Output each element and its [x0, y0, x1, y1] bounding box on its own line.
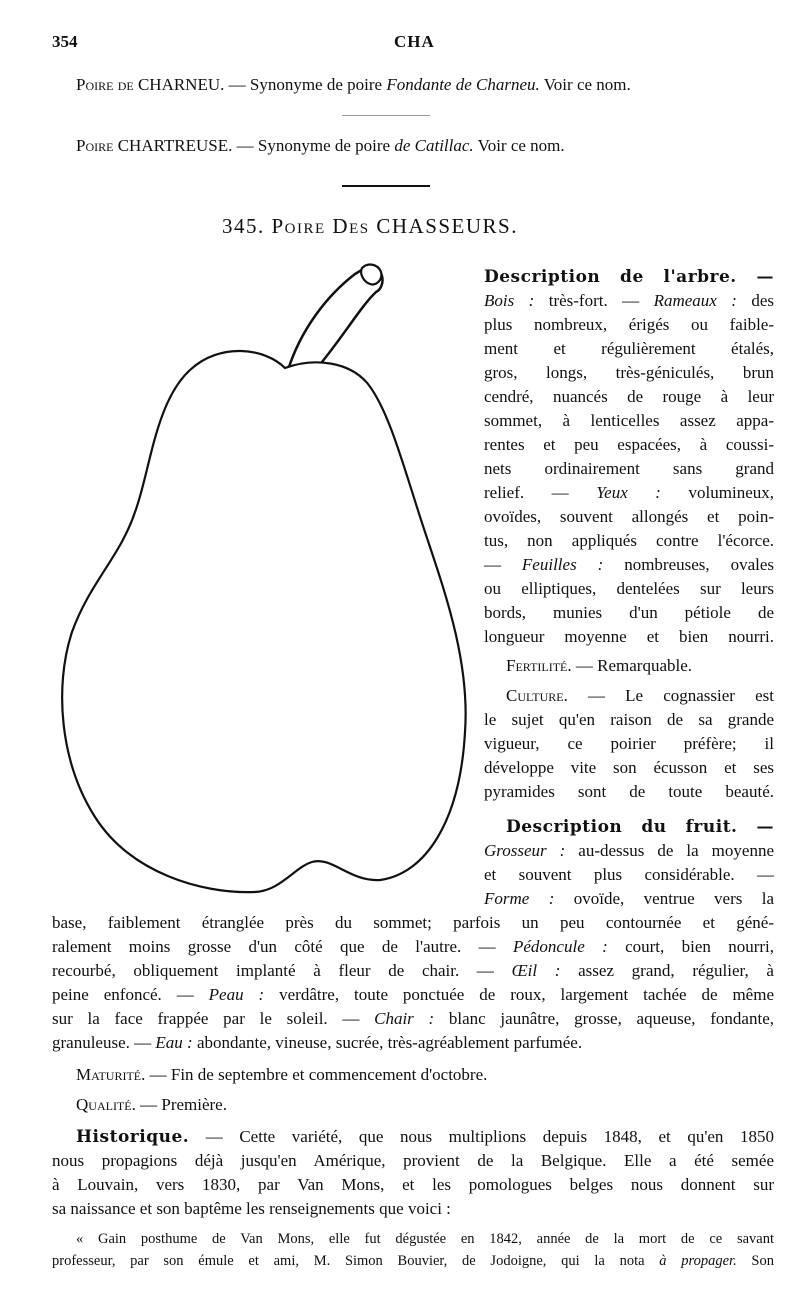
synonym-name: CHARTREUSE.	[117, 136, 233, 155]
quote-line: « Gain posthume de Van Mons, elle fut dégustée en 1842, année de la mort de ce savant	[76, 1231, 774, 1247]
fruit-line: Forme : ovoïde, ventrue vers la	[484, 889, 774, 908]
quality	[76, 1093, 227, 1117]
culture-label: Culture.	[506, 686, 568, 705]
maturity-value: — Fin de septembre et commencement d'octobre.	[145, 1065, 488, 1084]
synonym-target: de Catillac.	[394, 136, 474, 155]
synonym-end: Voir ce nom.	[473, 136, 565, 155]
tree-line: ou elliptiques, dentelées sur leurs	[484, 579, 774, 598]
tree-line: Bois : très-fort. — Rameaux : des	[484, 291, 774, 310]
fruit-line: recourbé, obliquement implanté à fleur de chair. — Œil : assez grand, régulier, à	[52, 961, 774, 980]
fertility-label: Fertilité.	[506, 656, 572, 675]
fruit-description-heading: Description du fruit. —	[506, 817, 774, 837]
page-number: 354	[52, 32, 78, 51]
synonym-charneu	[76, 73, 631, 97]
history-line: à Louvain, vers 1830, par Van Mons, et les pomologues belges nous donnent sur	[52, 1175, 774, 1194]
culture-line: pyramides sont de toute beauté.	[484, 782, 774, 801]
tree-line: tus, non appliqués contre l'écorce.	[484, 531, 774, 550]
culture-line: le sujet qu'en raison de sa grande	[484, 710, 774, 729]
pear-stem-tip	[361, 265, 381, 285]
synonym-prefix: Poire	[76, 136, 114, 155]
entry-title	[222, 212, 518, 240]
tree-line: gros, longs, très-géniculés, brun	[484, 363, 774, 382]
quality-label: Qualité.	[76, 1095, 136, 1114]
running-title: CHA	[394, 32, 435, 51]
tree-line: ment et régulièrement étalés,	[484, 339, 774, 358]
fruit-line: Grosseur : au-dessus de la moyenne	[484, 841, 774, 860]
tree-line: relief. — Yeux : volumineux,	[484, 483, 774, 502]
history-line: nous propagions déjà jusqu'en Amérique, provient de la Belgique. Elle a été semée	[52, 1151, 774, 1170]
entry-title-name: CHASSEURS.	[376, 214, 518, 238]
entry-title-prefix: Poire Des	[271, 214, 370, 238]
tree-line: rentes et peu espacées, à coussi-	[484, 435, 774, 454]
fertility	[506, 654, 692, 678]
tree-line: cendré, nuancés de rouge à leur	[484, 387, 774, 406]
history-line: sa naissance et son baptême les renseignements que voici :	[52, 1199, 451, 1218]
history-heading: Historique.	[76, 1127, 190, 1147]
divider	[342, 185, 430, 187]
synonym-name: CHARNEU.	[137, 75, 225, 94]
quality-value: — Première.	[135, 1095, 227, 1114]
pear-illustration	[50, 262, 470, 902]
fruit-line: base, faiblement étranglée près du sommet; parfois un peu contournée et géné-	[52, 913, 774, 932]
synonym-text: — Synonyme de poire	[224, 75, 387, 94]
fruit-line: granuleuse. — Eau : abondante, vineuse, sucrée, très-agréablement parfumée.	[52, 1033, 583, 1052]
fruit-line: peine enfoncé. — Peau : verdâtre, toute ponctuée de roux, largement tachée de même	[52, 985, 774, 1004]
culture-line: vigueur, ce poirier préfère; il	[484, 734, 774, 753]
fruit-line: et souvent plus considérable. —	[484, 865, 774, 884]
tree-line: nets ordinairement sans grand	[484, 459, 774, 478]
synonym-chartreuse	[76, 134, 565, 158]
culture-line: développe vite son écusson et ses	[484, 758, 774, 777]
tree-line: ovoïdes, souvent allongés et poin-	[484, 507, 774, 526]
synonym-end: Voir ce nom.	[539, 75, 631, 94]
fertility-value: — Remarquable.	[571, 656, 693, 675]
synonym-text: — Synonyme de poire	[232, 136, 395, 155]
pear-outline	[62, 351, 466, 892]
tree-line: plus nombreux, érigés ou faible-	[484, 315, 774, 334]
synonym-target: Fondante de Charneu.	[386, 75, 540, 94]
history-line: Historique. — Cette variété, que nous multiplions depuis 1848, et qu'en 1850	[76, 1127, 774, 1147]
fruit-line: sur la face frappée par le soleil. — Chair : blanc jaunâtre, grosse, aqueuse, fondante,	[52, 1009, 774, 1028]
maturity	[76, 1063, 487, 1087]
entry-number: 345.	[222, 214, 265, 238]
quote-line: professeur, par son émule et ami, M. Simon Bouvier, de Jodoigne, qui la nota à propager. Son	[52, 1253, 774, 1269]
tree-line: — Feuilles : nombreuses, ovales	[484, 555, 774, 574]
culture-line: Culture. — Le cognassier est	[506, 686, 774, 705]
synonym-prefix: Poire de	[76, 75, 134, 94]
fruit-line: ralement moins grosse d'un côté que de l'autre. — Pédoncule : court, bien nourri,	[52, 937, 775, 956]
divider	[342, 115, 430, 116]
tree-description-heading: Description de l'arbre. —	[484, 267, 774, 287]
tree-line: longueur moyenne et bien nourri.	[484, 627, 774, 646]
tree-line: sommet, à lenticelles assez appa-	[484, 411, 774, 430]
maturity-label: Maturité.	[76, 1065, 146, 1084]
tree-line: bords, munies d'un pétiole de	[484, 603, 774, 622]
